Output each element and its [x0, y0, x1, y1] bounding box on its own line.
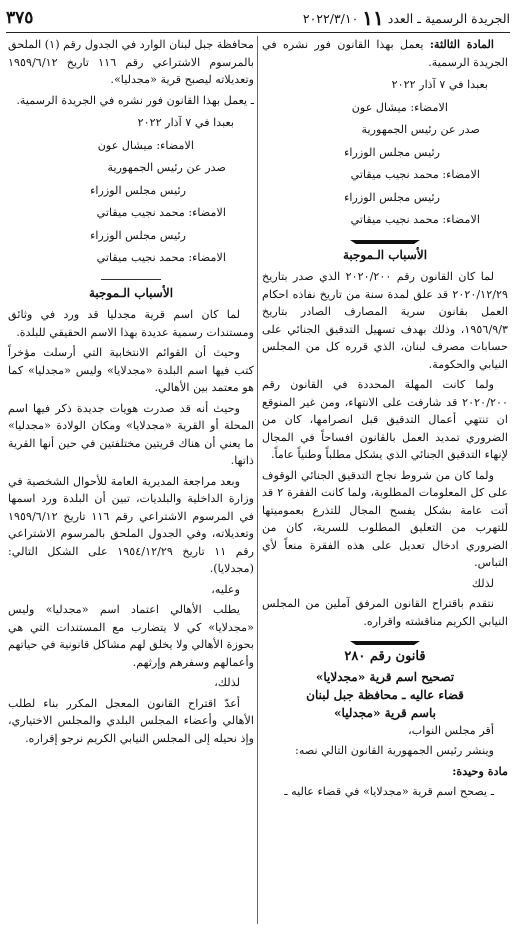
signature-block — [8, 159, 254, 267]
pm-signature: الامضاء: محمد نجيب ميقاتي — [350, 168, 480, 181]
baabda-date: بعبدا في ٧ آذار ٢٠٢٢ — [391, 78, 488, 91]
page-number: ٣٧٥ — [6, 8, 34, 28]
reasons-paragraph: لما كان القانون رقم ٢٠٢٠/٢٠٠ الذي صدر بتاريخ ٢٠٢٠/١٢/٢٩ قد علق لمدة سنة من تاريخ نفاذه احكام العمل بقانون سرية المصارف الصادر بتاريخ ١٩٥٦/٩/٣، وذلك بهدف تسهيل التدقيق الجنائي على حسابات مصرف لبنان، الذي قرره كل من المجلس النيابي والحكومة. — [262, 270, 508, 371]
reasons-paragraph: وبعد مراجعة المديرية العامة للأحوال الشخصية في وزارة الداخلية والبلديات، تبين أن البلدة ورد اسمها في المرسوم الاشتراعي رقم ١١٦ تاريخ ١٩٥٩/٦/١٢ وتعديلاته، وفي الجدول الملحق بالمرسوم الاشتراعي رقم ١١ تاريخ ١٩٥٤/١٢/٢٩ على الشكل التالي: (مجدلايا). — [8, 474, 254, 575]
baabda-date: بعبدا في ٧ آذار ٢٠٢٢ — [137, 116, 234, 129]
pm-title-2: رئيس مجلس الوزراء — [90, 228, 186, 242]
law-title-line: قضاء عاليه ـ محافظة جبل لبنان — [306, 687, 464, 702]
page-header — [6, 4, 510, 33]
therefore-label: لذلك — [471, 576, 494, 590]
left-column — [8, 36, 254, 924]
column-divider — [257, 36, 258, 924]
reasons-paragraph: يطلب الأهالي اعتماد اسم «مجدليا» وليس «مجدلايا» كي لا يتضارب مع المستندات التي هي بحوزة الأهالي ولا يخلق لهم مشاكل قانونية في حياتهم وأعمالهم وسفرهم وإرثهم. — [8, 603, 254, 669]
parliament-approval: أقر مجلس النواب، — [408, 723, 494, 737]
reasons-paragraph: ولما كانت المهلة المحددة في القانون رقم ٢٠٢٠/٢٠٠ قد شارفت على الانتهاء، ومن غير المنوقع ان تنتهي أعمال التدقيق قبل انصرامها، كان من الضروري تمديد العمل بالقانون افساحاً في المجال لإنهاء التدقيق الجنائي الذي يشكل مطلباً وطنياً عاماً. — [262, 378, 508, 461]
header-gazette-info — [303, 6, 510, 30]
article-3 — [262, 36, 508, 71]
reasons-paragraph: أعدّ اقتراح القانون المعجل المكرر بناء لطلب الأهالي وأعضاء المجلس البلدي والمجلس الاختياري، وإذ نحيله إلى المجلس النيابي الكريم نرجو إقراره. — [8, 696, 254, 745]
pm-signature-2: الامضاء: محمد نجيب ميقاتي — [96, 251, 226, 264]
ornament-divider — [262, 634, 508, 642]
article-3-text: يعمل بهذا القانون فور نشره في الجريدة الرسمية. — [262, 38, 508, 69]
pm-title-2: رئيس مجلس الوزراء — [344, 190, 440, 204]
effect-clause: ـ يعمل بهذا القانون فور نشره في الجريدة الرسمية. — [16, 93, 254, 107]
whereas-label: وعليه، — [211, 582, 240, 596]
law-title-line: تصحيح اسم قرية «مجدلايا» — [315, 669, 455, 684]
pm-signature-2: الامضاء: محمد نجيب ميقاتي — [350, 213, 480, 226]
right-column — [262, 36, 508, 924]
issue-number: ١١ — [362, 6, 384, 30]
pm-title: رئيس مجلس الوزراء — [344, 145, 440, 159]
pm-signature: الامضاء: محمد نجيب ميقاتي — [96, 206, 226, 219]
article-continuation: محافظة جبل لبنان الوارد في الجدول رقم (١) الملحق بالمرسوم الاشتراعي رقم ١١٦ تاريخ ١٩٥٩/٦/١٢ وتعديلاته ليصبح قرية «مجدليا». — [8, 38, 255, 86]
ornament-divider — [262, 233, 508, 241]
reasons-paragraph: ولما كان من شروط نجاح التدقيق الجنائي الوقوف على كل المعلومات المطلوبة، ولما كانت الفقرة ٢ قد أتت عامة بشكل يفسح المجال للتذرع بعموميتها للتهرب من التعليق المطلوب للسرية، كان من الضروري ادخال تعديل على هذه الفقرة منعاً لأي التباس. — [262, 468, 508, 569]
promulgation-text: وينشر رئيس الجمهورية القانون التالي نصه: — [295, 744, 494, 757]
law-number: قانون رقم ٢٨٠ — [344, 649, 426, 664]
reasons-heading: الأسباب الـموجبة — [88, 285, 174, 300]
reasons-paragraph: وحيث أن القوائم الانتخابية التي أرسلت مؤخراً كتب فيها اسم البلدة «مجدلايا» وليس «مجدليا» كما هو معتمد بين الأهالي. — [8, 346, 254, 394]
reasons-conclusion: نتقدم باقتراح القانون المرفق آملين من المجلس النيابي الكريم مناقشته واقراره. — [262, 597, 508, 628]
president-signature: الامضاء: ميشال عون — [97, 138, 194, 152]
reasons-paragraph: وحيث أنه قد صدرت هويات جديدة ذكر فيها اسم المحلة أو القرية «مجدلايا» ومكان الولادة «مجدليا» ما يعني أن هناك قريتين مختلفتين في حين أنها القرية ذاتها. — [8, 401, 254, 467]
reasons-heading: الأسباب الـموجبة — [342, 247, 428, 262]
pm-title: رئيس مجلس الوزراء — [90, 183, 186, 197]
article-3-label: المادة الثالثة: — [429, 37, 494, 51]
issue-date: ٢٠٢٢/٣/١٠ — [302, 10, 359, 26]
therefore-label: لذلك، — [214, 676, 240, 689]
single-article-label: مادة وحيدة: — [452, 763, 508, 778]
gazette-name: الجريدة الرسمية ـ العدد — [387, 10, 510, 26]
ornament-divider — [8, 271, 254, 279]
president-signature: الامضاء: ميشال عون — [351, 100, 448, 114]
issued-by: صدر عن رئيس الجمهورية — [107, 161, 226, 174]
law-title-line: باسم قرية «مجدليا» — [334, 705, 436, 720]
reasons-paragraph: لما كان اسم قرية مجدليا قد ورد في وثائق ومستندات رسمية عديدة بهذا الاسم الحقيقي للبلدة. — [8, 308, 254, 339]
single-article-text: ـ يصحح اسم قرية «مجدلايا» في قضاء عاليه ـ — [284, 785, 494, 798]
signature-block — [262, 121, 508, 229]
issued-by: صدر عن رئيس الجمهورية — [361, 123, 480, 136]
